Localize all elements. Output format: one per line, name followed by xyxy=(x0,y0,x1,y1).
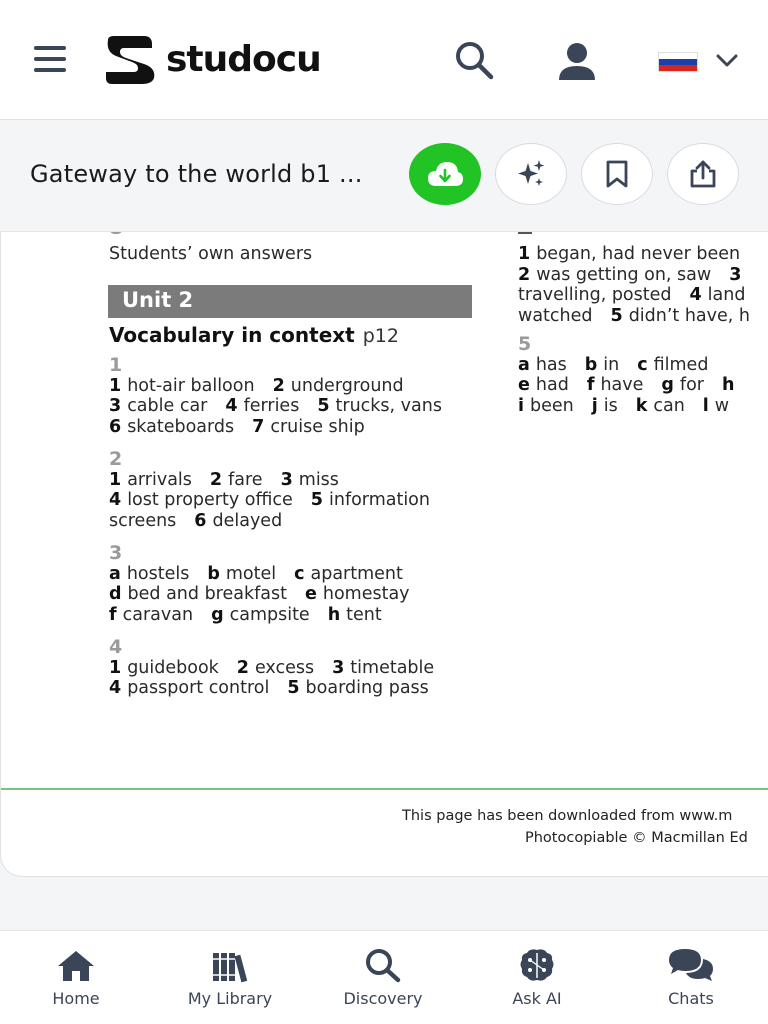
footer-download-notice: This page has been downloaded from www.m xyxy=(402,808,733,824)
nav-ask-ai[interactable] xyxy=(477,945,597,1008)
cloud-download-icon xyxy=(426,160,464,188)
answer-line: d bed and breakfast e homestay xyxy=(109,584,410,604)
answer-section-2 xyxy=(109,449,489,531)
nav-chats[interactable] xyxy=(631,945,751,1008)
answer-line: 1 began, had never been xyxy=(518,244,741,264)
bookmark-icon xyxy=(605,160,629,188)
sparkles-icon xyxy=(515,158,547,190)
answer-line: 6 skateboards 7 cruise ship xyxy=(109,416,365,437)
russia-flag-icon xyxy=(658,52,698,72)
answer-line: screens 6 delayed xyxy=(109,510,283,531)
answer-line: a hostels b motel c apartment xyxy=(109,563,403,584)
section-number: 5 xyxy=(518,333,532,355)
answer-section-4 xyxy=(109,637,489,699)
ai-assist-button[interactable] xyxy=(495,143,567,205)
brand-name: studocu xyxy=(166,39,321,80)
nav-my-library-label: My Library xyxy=(187,989,273,1008)
section-number: 1 xyxy=(109,354,123,376)
home-icon xyxy=(56,949,96,983)
vocabulary-heading xyxy=(109,323,399,347)
chat-bubbles-icon xyxy=(667,947,715,983)
answer-line: e had f have g for h xyxy=(518,375,735,395)
nav-ask-ai-label: Ask AI xyxy=(512,989,562,1008)
nav-home[interactable] xyxy=(16,945,136,1008)
nav-my-library[interactable] xyxy=(170,945,290,1008)
hamburger-menu-icon[interactable] xyxy=(34,46,68,72)
search-button[interactable] xyxy=(454,40,494,80)
clipped-section-number xyxy=(518,232,532,234)
nav-discovery[interactable] xyxy=(323,945,443,1008)
answer-line: travelling, posted 4 land xyxy=(518,285,746,305)
user-icon xyxy=(556,40,598,82)
share-icon xyxy=(689,159,717,189)
document-page xyxy=(0,232,768,877)
answer-line: 1 hot-air balloon 2 underground xyxy=(109,375,404,396)
answer-section-right xyxy=(518,244,768,416)
footer-copyright: Photocopiable © Macmillan Ed xyxy=(525,830,748,846)
answer-line: 4 passport control 5 boarding pass xyxy=(109,678,429,698)
language-selector[interactable] xyxy=(656,46,744,76)
user-account-button[interactable] xyxy=(556,40,598,82)
top-app-bar xyxy=(0,0,768,120)
share-button[interactable] xyxy=(667,143,739,205)
search-icon xyxy=(364,947,402,983)
nav-home-label: Home xyxy=(52,989,100,1008)
answer-line: 2 was getting on, saw 3 xyxy=(518,264,742,285)
answer-line: f caravan g campsite h tent xyxy=(109,604,382,625)
section-number: 3 xyxy=(109,542,123,564)
section-number: 2 xyxy=(109,448,123,470)
answer-section-3 xyxy=(109,543,489,625)
studocu-logo[interactable] xyxy=(100,34,321,86)
search-icon xyxy=(454,40,494,80)
answer-line: a has b in c filmed xyxy=(518,354,709,375)
section-number: 4 xyxy=(109,636,123,658)
answer-line: 1 guidebook 2 excess 3 timetable xyxy=(109,657,435,678)
nav-chats-label: Chats xyxy=(668,989,714,1008)
footer-divider xyxy=(1,788,768,790)
library-icon xyxy=(211,949,249,983)
page-reference: p12 xyxy=(362,325,399,347)
answer-line: 3 cable car 4 ferries 5 trucks, vans xyxy=(109,396,442,416)
document-toolbar xyxy=(0,120,768,232)
answer-line: Students’ own answers xyxy=(109,244,313,264)
bottom-navigation xyxy=(0,930,768,1024)
chevron-down-icon xyxy=(716,54,738,68)
clipped-section-number xyxy=(109,232,123,234)
nav-discovery-label: Discovery xyxy=(343,989,423,1008)
download-button[interactable] xyxy=(409,143,481,205)
brain-icon xyxy=(518,947,556,983)
answer-line: 4 lost property office 5 information xyxy=(109,490,430,510)
document-title: Gateway to the world b1 ... xyxy=(30,160,363,188)
answer-line: i been j is k can l w xyxy=(518,395,730,416)
vocabulary-title: Vocabulary in context xyxy=(109,323,355,347)
studocu-logo-mark-icon xyxy=(100,34,158,86)
answer-section-1 xyxy=(109,355,489,437)
bookmark-button[interactable] xyxy=(581,143,653,205)
answer-line: watched 5 didn’t have, h xyxy=(518,305,750,326)
answer-line: 1 arrivals 2 fare 3 miss xyxy=(109,469,339,490)
unit-heading: Unit 2 xyxy=(108,285,472,318)
